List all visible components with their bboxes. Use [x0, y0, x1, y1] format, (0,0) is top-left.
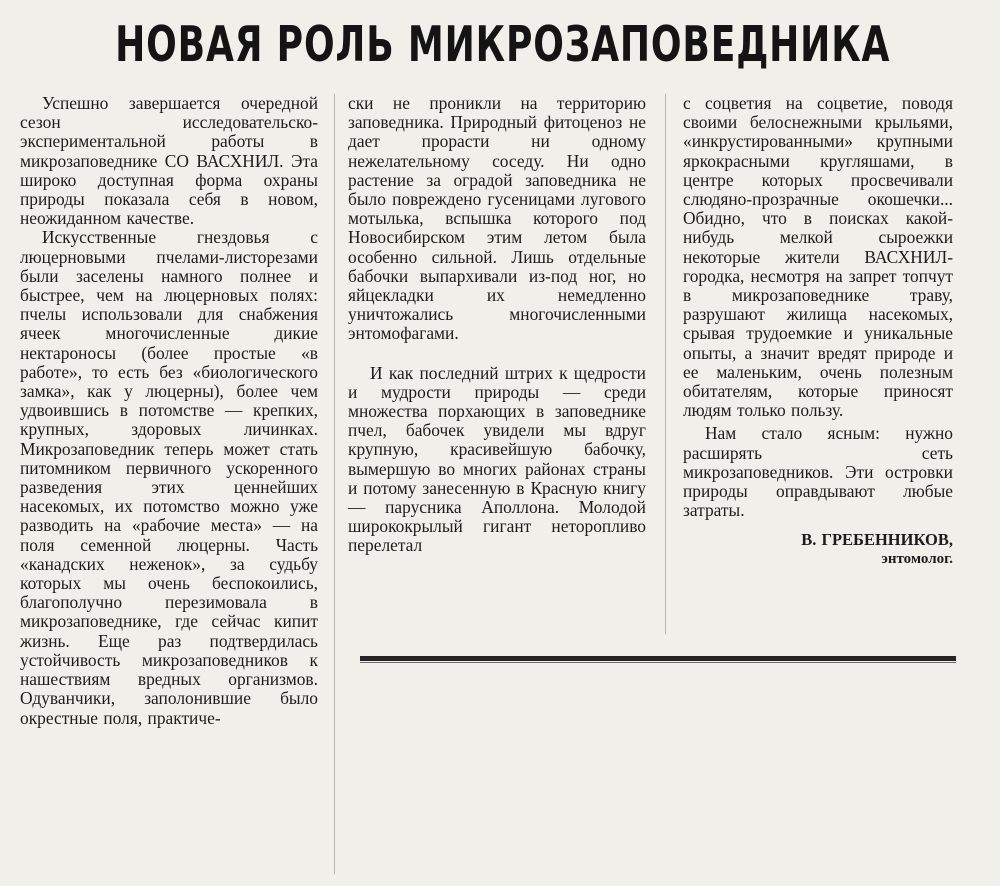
paragraph: Искусственные гнездовья с люцерновыми пчелами-листорезами были заселены намного полнее и быстрее, чем на люцерновых полях: пчелы использовали для снабжения ячеек многочисленные дикие нектароносы (более простые «в работе», то есть без «биологического замка», как у люцерны), более чем удвоившись в потомстве — крепких, крупных, здоровых личинках. Микрозаповедник теперь может стать питомником первичного ускоренного разведения этих ценнейших насекомых, их потомство можно уже разводить на «рабочие места» — на поля семенной люцерны. Часть «канадских неженок», за судьбу которых мы очень беспокоились, благополучно перезимовала в микрозаповеднике, где сейчас кипит жизнь. Еще раз подтвердилась устойчивость микрозаповедников к нашествиям вредных организмов. Одуванчики, заполонившие было окрестные поля, практиче- — [20, 227, 318, 728]
article-column-3 — [683, 94, 953, 568]
paragraph: Нам стало ясным: нужно расширять сеть микрозаповедников. Эти островки природы оправдывают любые затраты. — [683, 423, 953, 521]
author-role: энтомолог. — [881, 551, 953, 568]
article-column-1 — [20, 94, 318, 728]
paragraph: Успешно завершается очередной сезон исследовательско-экспериментальной работы в микрозаповеднике СО ВАСХНИЛ. Эта широко доступная форма охраны природы показала себя в новом, неожиданном качестве. — [20, 93, 318, 229]
paragraph: с соцветия на соцветие, поводя своими белоснежными крыльями, «инкрустированными» крупными яркокрасными кругляшами, в центре которых просвечивали слюдяно-прозрачные окошечки... Обидно, что в поисках какой-нибудь мелкой сыроежки некоторые жители ВАСХНИЛ-городка, несмотря на запрет топчут в микрозаповеднике траву, разрушают жилища насекомых, срывая трудоемкие и уникальные опыты, а значит вредят природе и ее маленьким, очень полезным обитателям, которые приносят людям только пользу. — [683, 93, 953, 421]
end-rule-thin — [360, 662, 956, 663]
paragraph: ски не проникли на территорию заповедника. Природный фитоценоз не дает прорасти ни одному нежелательному соседу. Ни одно растение за оградой заповедника не было повреждено гусеницами лугового мотылька, вспышка которого под Новосибирском этим летом была особенно сильной. Лишь отдельные бабочки выпархивали из-под ног, но яйцекладки их немедленно уничтожались многочисленными энтомофагами. — [348, 93, 646, 344]
column-divider — [665, 94, 666, 634]
paragraph: И как последний штрих к щедрости и мудрости природы — среди множества порхающих в заповеднике пчел, бабочек увидели мы вдруг крупную, красивейшую бабочку, вымершую во многих районах страны и потому занесенную в Красную книгу — парусника Аполлона. Молодой ширококрылый гигант неторопливо перелетал — [348, 362, 646, 556]
article-headline: НОВАЯ РОЛЬ МИКРОЗАПОВЕДНИКА — [115, 16, 891, 74]
end-rule — [360, 656, 956, 661]
article-column-2 — [348, 94, 646, 556]
author-name: В. ГРЕБЕННИКОВ, — [801, 530, 953, 550]
column-divider — [334, 94, 335, 874]
